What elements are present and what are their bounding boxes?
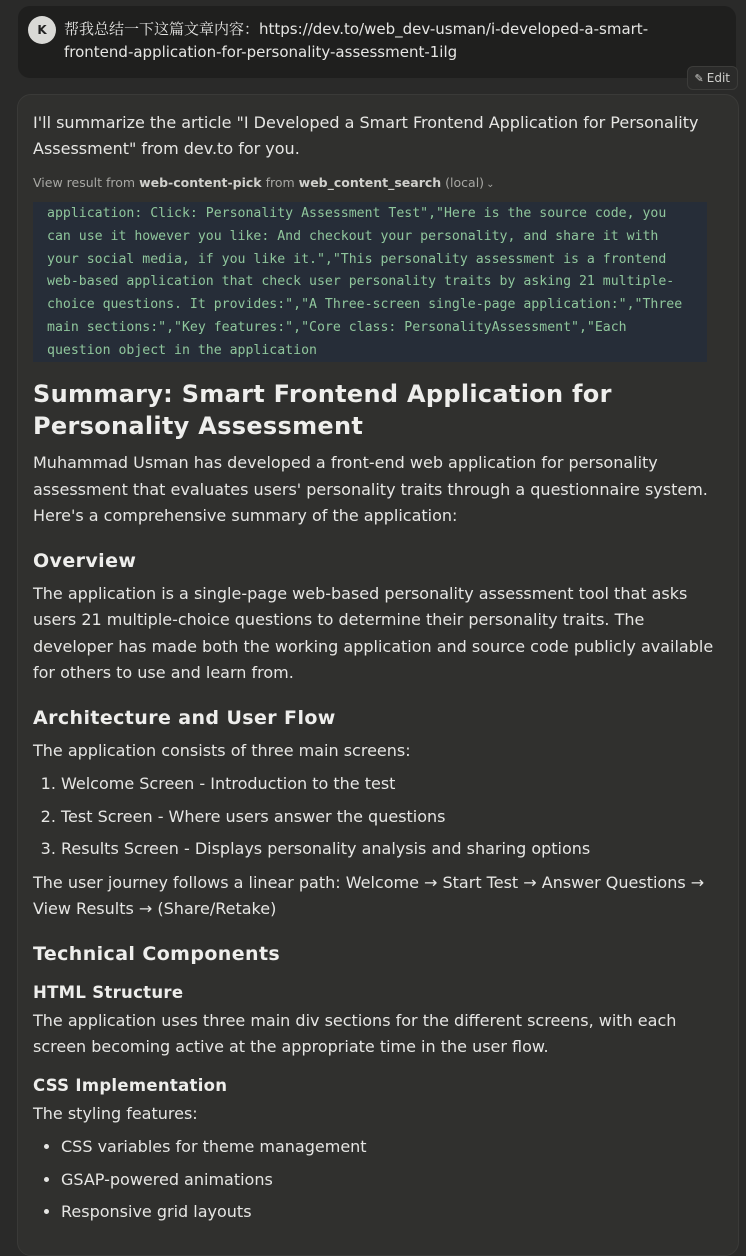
tool-result-toggle[interactable] — [33, 174, 723, 194]
user-avatar: K — [28, 16, 56, 44]
server-name: web_content_search — [298, 175, 442, 190]
chevron-down-icon: ⌄ — [486, 179, 495, 190]
overview-paragraph: The application is a single-page web-based personality assessment tool that asks users 21 multiple-choice questions to determine their personality traits. The developer has made both the working application and source code publicly available for others to use and learn from. — [33, 583, 714, 682]
tool-prefix: View result from — [33, 175, 136, 190]
list-item: • Responsive grid layouts — [61, 1200, 723, 1224]
list-item: 1. Welcome Screen - Introduction to the test — [61, 772, 723, 796]
screens-list — [33, 772, 723, 861]
tool-result-code-box[interactable] — [33, 202, 707, 362]
pencil-icon: ✎ — [694, 72, 704, 85]
edit-label: Edit — [706, 71, 730, 85]
html-structure-paragraph: The application uses three main div sections for the different screens, with each screen becoming active at the appropriate time in the user flow. — [33, 1010, 677, 1056]
user-message — [18, 6, 736, 78]
css-heading: CSS Implementation — [33, 1075, 228, 1095]
css-paragraph: The styling features: — [33, 1103, 198, 1123]
overview-heading: Overview — [33, 549, 137, 572]
css-features-list — [33, 1135, 723, 1224]
user-message-text: 帮我总结一下这篇文章内容：https://dev.to/web_dev-usman/i-developed-a-smart-frontend-application-for-personality-assessment-1ilg — [64, 20, 649, 61]
technical-heading: Technical Components — [33, 942, 281, 965]
edit-button[interactable] — [687, 66, 738, 90]
assistant-content — [33, 95, 723, 1233]
tool-from: from — [265, 175, 295, 190]
architecture-paragraph: The application consists of three main screens: — [33, 740, 411, 760]
journey-paragraph: The user journey follows a linear path: Welcome → Start Test → Answer Questions → View Results → (Share/Retake) — [33, 872, 705, 918]
html-structure-heading: HTML Structure — [33, 982, 184, 1002]
tool-result-code: application: Click: Personality Assessment Test","Here is the source code, you can use it however you like: And checkout your personality, and share it with your social media, if you like it.","This personality assessment is a frontend web-based application that check user personality traits by asking 21 multiple-choice questions. It provides:","A Three-screen single-page application:","Three main sections:","Key features:","Core class: PersonalityAssessment","Each question object in the application — [47, 206, 683, 358]
lead-paragraph: Muhammad Usman has developed a front-end web application for personality assessment that evaluates users' personality traits through a questionnaire system. Here's a comprehensive summary of the application: — [33, 453, 708, 525]
list-item: • CSS variables for theme management — [61, 1135, 723, 1159]
architecture-heading: Architecture and User Flow — [33, 706, 336, 729]
tool-name: web-content-pick — [139, 175, 262, 190]
list-item: 3. Results Screen - Displays personality analysis and sharing options — [61, 837, 723, 861]
list-item: 2. Test Screen - Where users answer the questions — [61, 805, 723, 829]
assistant-message — [17, 94, 739, 1256]
intro-text: I'll summarize the article "I Developed a Smart Frontend Application for Personality Assessment" from dev.to for you. — [33, 113, 699, 158]
tool-suffix: (local) — [445, 175, 485, 190]
list-item: • GSAP-powered animations — [61, 1168, 723, 1192]
summary-title: Summary: Smart Frontend Application for Personality Assessment — [33, 380, 612, 440]
